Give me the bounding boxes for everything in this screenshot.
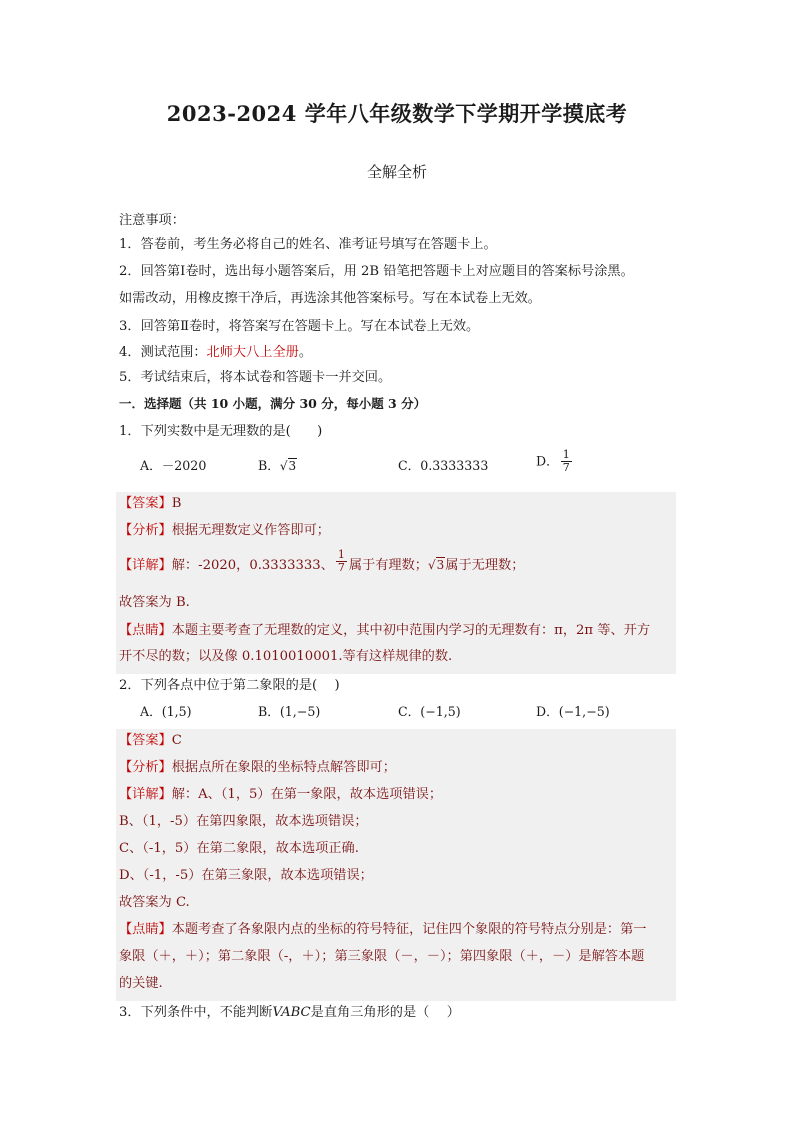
q2-detail-b: B、（1，-5）在第四象限，故本选项错误； — [119, 814, 368, 829]
radicand: 3 — [436, 558, 445, 572]
notice-item-2: 2．回答第Ⅰ卷时，选出每小题答案后，用 2B 铅笔把答题卡上对应题目的答案标号涂黑。 — [119, 264, 634, 279]
notice-item-1: 1．答卷前，考生务必将自己的姓名、准考证号填写在答题卡上。 — [119, 237, 497, 252]
q2-option-d: D．(−1,−5) — [536, 704, 610, 719]
notice-item-4-prefix: 4．测试范围： — [119, 345, 207, 360]
answer-value: C — [171, 733, 182, 748]
q2-option-a: A．(1,5) — [140, 704, 192, 719]
comment-text: 本题主要考查了无理数的定义，其中初中范围内学习的无理数有：π，2π 等、开方 — [171, 623, 651, 638]
q2-detail-d: D、（-1，-5）在第三象限，故本选项错误； — [119, 868, 373, 883]
q1-answer — [119, 495, 181, 513]
notice-item-4-suffix: 。 — [298, 345, 313, 360]
q1-analysis — [119, 522, 330, 540]
stem-text: 是直角三角形的是（ ） — [310, 1005, 460, 1020]
question-3-stem — [119, 1004, 460, 1022]
q1-option-d — [536, 449, 574, 474]
test-range: 北师大八上全册 — [206, 345, 299, 360]
q2-option-b: B．(1,−5) — [258, 704, 321, 719]
denominator: 7 — [562, 461, 570, 474]
q2-detail-c: C、（-1，5）在第二象限，故本选项正确. — [119, 841, 359, 856]
q1-solution-block — [116, 492, 676, 674]
answer-value: B — [171, 496, 182, 511]
analysis-text: 根据无理数定义作答即可； — [171, 523, 330, 538]
detail-text: 解：A、（1，5）在第一象限，故本选项错误； — [171, 787, 443, 802]
fraction — [561, 449, 572, 474]
detail-text: 属于有理数； — [348, 558, 428, 573]
answer-tag: 【答案】 — [119, 496, 172, 511]
q2-conclusion: 故答案为 C. — [119, 895, 190, 910]
q1-option-a: A．－2020 — [140, 458, 207, 473]
sqrt-symbol: √3 — [279, 459, 297, 473]
detail-tag: 【详解】 — [119, 558, 172, 573]
answer-tag: 【答案】 — [119, 733, 172, 748]
question-2-stem: 2．下列各点中位于第二象限的是( ) — [119, 678, 340, 693]
numerator: 1 — [337, 548, 345, 561]
q2-comment-cont-2: 的关键. — [119, 976, 163, 991]
detail-text: 属于无理数； — [445, 558, 525, 573]
notice-item-3: 3．回答第Ⅱ卷时，将答案写在答题卡上。写在本试卷上无效。 — [119, 319, 480, 334]
q1-option-c: C．0.3333333 — [398, 458, 489, 473]
radicand: 3 — [288, 459, 297, 473]
q1-option-b-label: B． — [258, 458, 280, 473]
q2-option-c: C．(−1,5) — [398, 704, 461, 719]
q1-comment-cont: 开不尽的数；以及像 0.1010010001.等有这样规律的数. — [119, 649, 453, 664]
analysis-text: 根据点所在象限的坐标特点解答即可； — [171, 760, 396, 775]
analysis-tag: 【分析】 — [119, 760, 172, 775]
page-subtitle: 全解全析 — [366, 163, 427, 181]
page-title: 2023-2024 学年八年级数学下学期开学摸底考 — [166, 101, 628, 126]
denominator: 7 — [337, 561, 345, 574]
q2-answer — [119, 732, 182, 750]
analysis-tag: 【分析】 — [119, 523, 172, 538]
fraction — [336, 549, 347, 574]
notice-item-2-cont: 如需改动，用橡皮擦干净后，再选涂其他答案标号。写在本试卷上无效。 — [119, 291, 541, 306]
q2-detail — [119, 786, 442, 804]
q1-option-d-label: D． — [536, 453, 559, 469]
triangle-label: VABC — [272, 1005, 311, 1020]
sqrt-symbol: √3 — [427, 558, 445, 572]
q1-detail — [119, 548, 525, 575]
q1-option-b — [258, 457, 297, 475]
q2-comment-cont: 象限（＋，＋）；第二象限（-，＋）；第三象限（－，－）；第四象限（＋，－）是解答本题 — [119, 949, 645, 964]
comment-text: 本题考查了各象限内点的坐标的符号特征，记住四个象限的符号特点分别是：第一 — [171, 922, 647, 937]
question-1-stem: 1．下列实数中是无理数的是( ) — [119, 424, 323, 439]
q2-analysis — [119, 759, 396, 777]
numerator: 1 — [562, 448, 570, 461]
stem-text: 3．下列条件中，不能判断 — [119, 1005, 273, 1020]
detail-tag: 【详解】 — [119, 787, 172, 802]
q2-comment — [119, 921, 647, 939]
q1-conclusion: 故答案为 B. — [119, 595, 190, 610]
comment-tag: 【点睛】 — [119, 623, 172, 638]
section-heading: 一．选择题（共 10 小题，满分 30 分，每小题 3 分） — [119, 396, 427, 411]
notice-item-4 — [119, 344, 312, 362]
q1-comment — [119, 622, 650, 640]
comment-tag: 【点睛】 — [119, 922, 172, 937]
detail-text: 解：-2020，0.3333333、 — [171, 558, 334, 573]
notice-heading: 注意事项： — [119, 213, 185, 228]
notice-item-5: 5．考试结束后，将本试卷和答题卡一并交回。 — [119, 370, 392, 385]
